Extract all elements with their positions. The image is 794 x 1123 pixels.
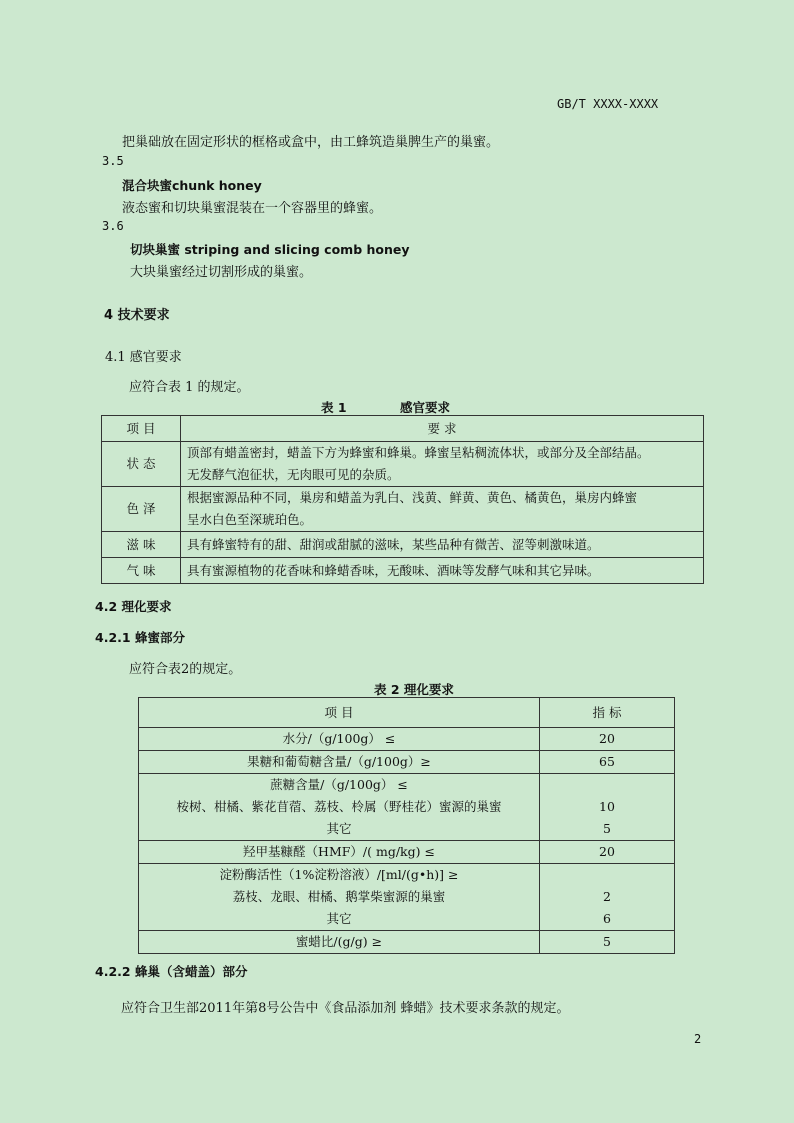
table-cell-value: 65: [540, 751, 675, 774]
section-number: 3.6: [102, 219, 124, 233]
table-header-cell: 项 目: [102, 416, 181, 442]
table-cell-item: 蜜蜡比/(g/g) ≥: [139, 931, 540, 954]
paragraph: 应符合表2的规定。: [129, 662, 242, 677]
table-cell-value: 2 6: [540, 864, 675, 931]
table-cell-item: 色 泽: [102, 487, 181, 532]
term-title: 切块巢蜜 striping and slicing comb honey: [130, 242, 410, 257]
subsection-heading: 4.2.2 蜂巢（含蜡盖）部分: [95, 964, 248, 979]
table-header-cell: 要 求: [181, 416, 704, 442]
table-cell-value: 20: [540, 841, 675, 864]
table-cell-item: 羟甲基糠醛（HMF）/( mg/kg) ≤: [139, 841, 540, 864]
section-number: 3.5: [102, 154, 124, 168]
table-1: [101, 415, 704, 584]
table-cell-value: 10 5: [540, 774, 675, 841]
table-cell-item: 气 味: [102, 558, 181, 584]
table-cell-value: 20: [540, 728, 675, 751]
section-heading: 4 技术要求: [104, 308, 170, 323]
subsection-heading: 4.1 感官要求: [105, 350, 182, 365]
paragraph: 应符合卫生部2011年第8号公告中《食品添加剂 蜂蜡》技术要求条款的规定。: [121, 1001, 570, 1016]
table-cell-item: 滋 味: [102, 532, 181, 558]
table-cell-item: 水分/（g/100g） ≤: [139, 728, 540, 751]
table-header-cell: 项 目: [139, 698, 540, 728]
table-2: [138, 697, 675, 954]
term-title: 混合块蜜chunk honey: [122, 178, 262, 193]
table-cell-requirement: 具有蜜源植物的花香味和蜂蜡香味，无酸味、酒味等发酵气味和其它异味。: [181, 558, 704, 584]
table-caption-number: 表 1: [321, 400, 347, 415]
table-cell-requirement: 顶部有蜡盖密封，蜡盖下方为蜂蜜和蜂巢。蜂蜜呈粘稠流体状，或部分及全部结晶。 无发酵气泡征状，无肉眼可见的杂质。: [181, 442, 704, 487]
definition-text: 液态蜜和切块巢蜜混装在一个容器里的蜂蜜。: [122, 201, 383, 216]
table-cell-value: 5: [540, 931, 675, 954]
definition-text: 把巢础放在固定形状的框格或盒中，由工蜂筑造巢脾生产的巢蜜。: [122, 135, 500, 150]
table-cell-item: 蔗糖含量/（g/100g） ≤ 桉树、柑橘、紫花苜蓿、荔枝、柃属（野桂花）蜜源的巢蜜 其它: [139, 774, 540, 841]
subsection-heading: 4.2.1 蜂蜜部分: [95, 630, 185, 645]
paragraph: 应符合表 1 的规定。: [129, 380, 250, 395]
table-header-cell: 指 标: [540, 698, 675, 728]
table-cell-item: 果糖和葡萄糖含量/（g/100g）≥: [139, 751, 540, 774]
standard-code: GB/T XXXX-XXXX: [557, 97, 659, 111]
definition-text: 大块巢蜜经过切割形成的巢蜜。: [130, 265, 313, 280]
table-cell-requirement: 具有蜂蜜特有的甜、甜润或甜腻的滋味，某些品种有微苦、涩等刺激味道。: [181, 532, 704, 558]
table-cell-item: 状 态: [102, 442, 181, 487]
table-cell-requirement: 根据蜜源品种不同，巢房和蜡盖为乳白、浅黄、鲜黄、黄色、橘黄色，巢房内蜂蜜 呈水白色至深琥珀色。: [181, 487, 704, 532]
subsection-heading: 4.2 理化要求: [95, 599, 172, 614]
table-caption: 表 2 理化要求: [374, 682, 454, 697]
page-number: 2: [694, 1032, 702, 1046]
table-caption-title: 感官要求: [400, 400, 451, 415]
table-cell-item: 淀粉酶活性（1%淀粉溶液）/[ml/(g•h)] ≥ 荔枝、龙眼、柑橘、鹅掌柴蜜源的巢蜜 其它: [139, 864, 540, 931]
